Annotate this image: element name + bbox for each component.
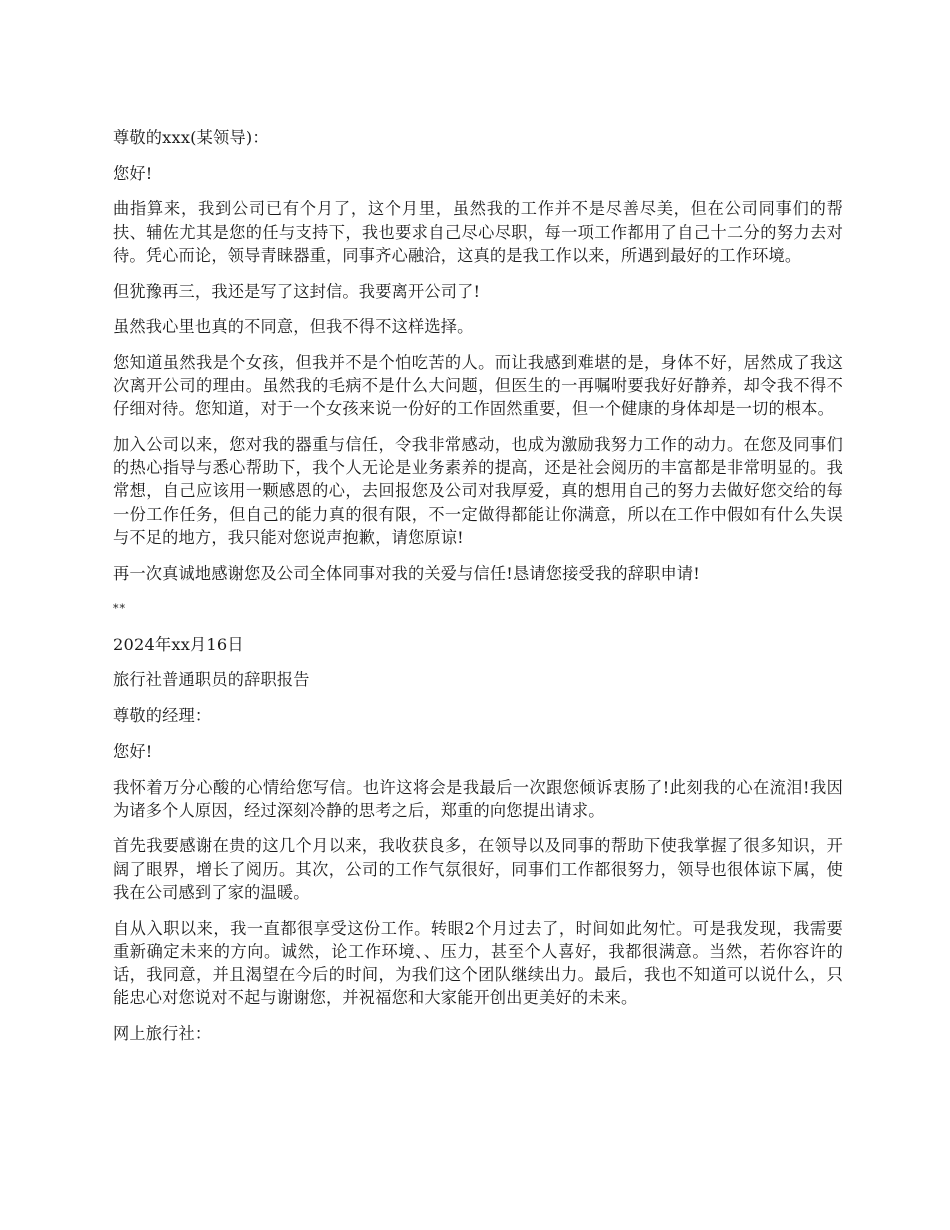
date-line: 2024年xx月16日 bbox=[113, 634, 244, 654]
salutation: 尊敬的xxx(某领导)： bbox=[113, 128, 269, 147]
body-paragraph: 您知道虽然我是个女孩，但我并不是个怕吃苦的人。而让我感到难堪的是，身体不好，居然成了我这次离开公司的理由。虽然我的毛病不是什么大问题，但医生的一再嘱咐要我好好静养，却令我不得不仔细对待。您知道，对于一个女孩来说一份好的工作固然重要，但一个健康的身体却是一切的根本。 bbox=[113, 352, 843, 419]
body-paragraph: 自从入职以来，我一直都很享受这份工作。转眼2个月过去了，时间如此匆忙。可是我发现，我需要重新确定未来的方向。诚然，论工作环境、、压力，甚至个人喜好，我都很满意。当然，若你容许的话，我同意，并且渴望在今后的时间，为我们这个团队继续出力。最后，我也不知道可以说什么，只能忠心对您说对不起与谢谢您，并祝福您和大家能开创出更美好的未来。 bbox=[113, 918, 843, 1008]
body-paragraph: 虽然我心里也真的不同意，但我不得不这样选择。 bbox=[113, 317, 474, 337]
body-paragraph: 我怀着万分心酸的心情给您写信。也许这将会是我最后一次跟您倾诉衷肠了!此刻我的心在流泪!我因为诸多个人原因，经过深刻冷静的思考之后，郑重的向您提出请求。 bbox=[113, 777, 843, 820]
signature-placeholder: ** bbox=[113, 602, 126, 616]
document-page bbox=[113, 126, 843, 1058]
body-paragraph: 加入公司以来，您对我的器重与信任，令我非常感动，也成为激励我努力工作的动力。在您及同事们的热心指导与悉心帮助下，我个人无论是业务素养的提高，还是社会阅历的丰富都是非常明显的。我常想，自己应该用一颗感恩的心，去回报您及公司对我厚爱，真的想用自己的努力去做好您交给的每一份工作任务，但自己的能力真的很有限，不一定做得都能让你满意，所以在工作中假如有什么失误与不足的地方，我只能对您说声抱歉，请您原谅! bbox=[113, 435, 843, 547]
body-paragraph: 首先我要感谢在贵的这几个月以来，我收获良多，在领导以及同事的帮助下使我掌握了很多知识，开阔了眼界，增长了阅历。其次，公司的工作气氛很好，同事们工作都很努力，领导也很体谅下属，使我在公司感到了家的温暖。 bbox=[113, 836, 843, 902]
signature-line: 网上旅行社： bbox=[113, 1023, 212, 1043]
body-paragraph: 曲指算来，我到公司已有个月了，这个月里，虽然我的工作并不是尽善尽美，但在公司同事们的帮扶、辅佐尤其是您的任与支持下，我也要求自己尽心尽职，每一项工作都用了自己十二分的努力去对待。凭心而论，领导青睐器重，同事齐心融洽，这真的是我工作以来，所遇到最好的工作环境。 bbox=[113, 199, 843, 265]
greeting: 您好! bbox=[113, 741, 153, 761]
greeting: 您好! bbox=[113, 163, 153, 183]
closing-paragraph: 再一次真诚地感谢您及公司全体同事对我的关爱与信任!恳请您接受我的辞职申请! bbox=[113, 563, 700, 583]
salutation: 尊敬的经理： bbox=[113, 706, 212, 726]
section-title: 旅行社普通职员的辞职报告 bbox=[113, 670, 310, 690]
body-paragraph: 但犹豫再三，我还是写了这封信。我要离开公司了! bbox=[113, 281, 481, 301]
